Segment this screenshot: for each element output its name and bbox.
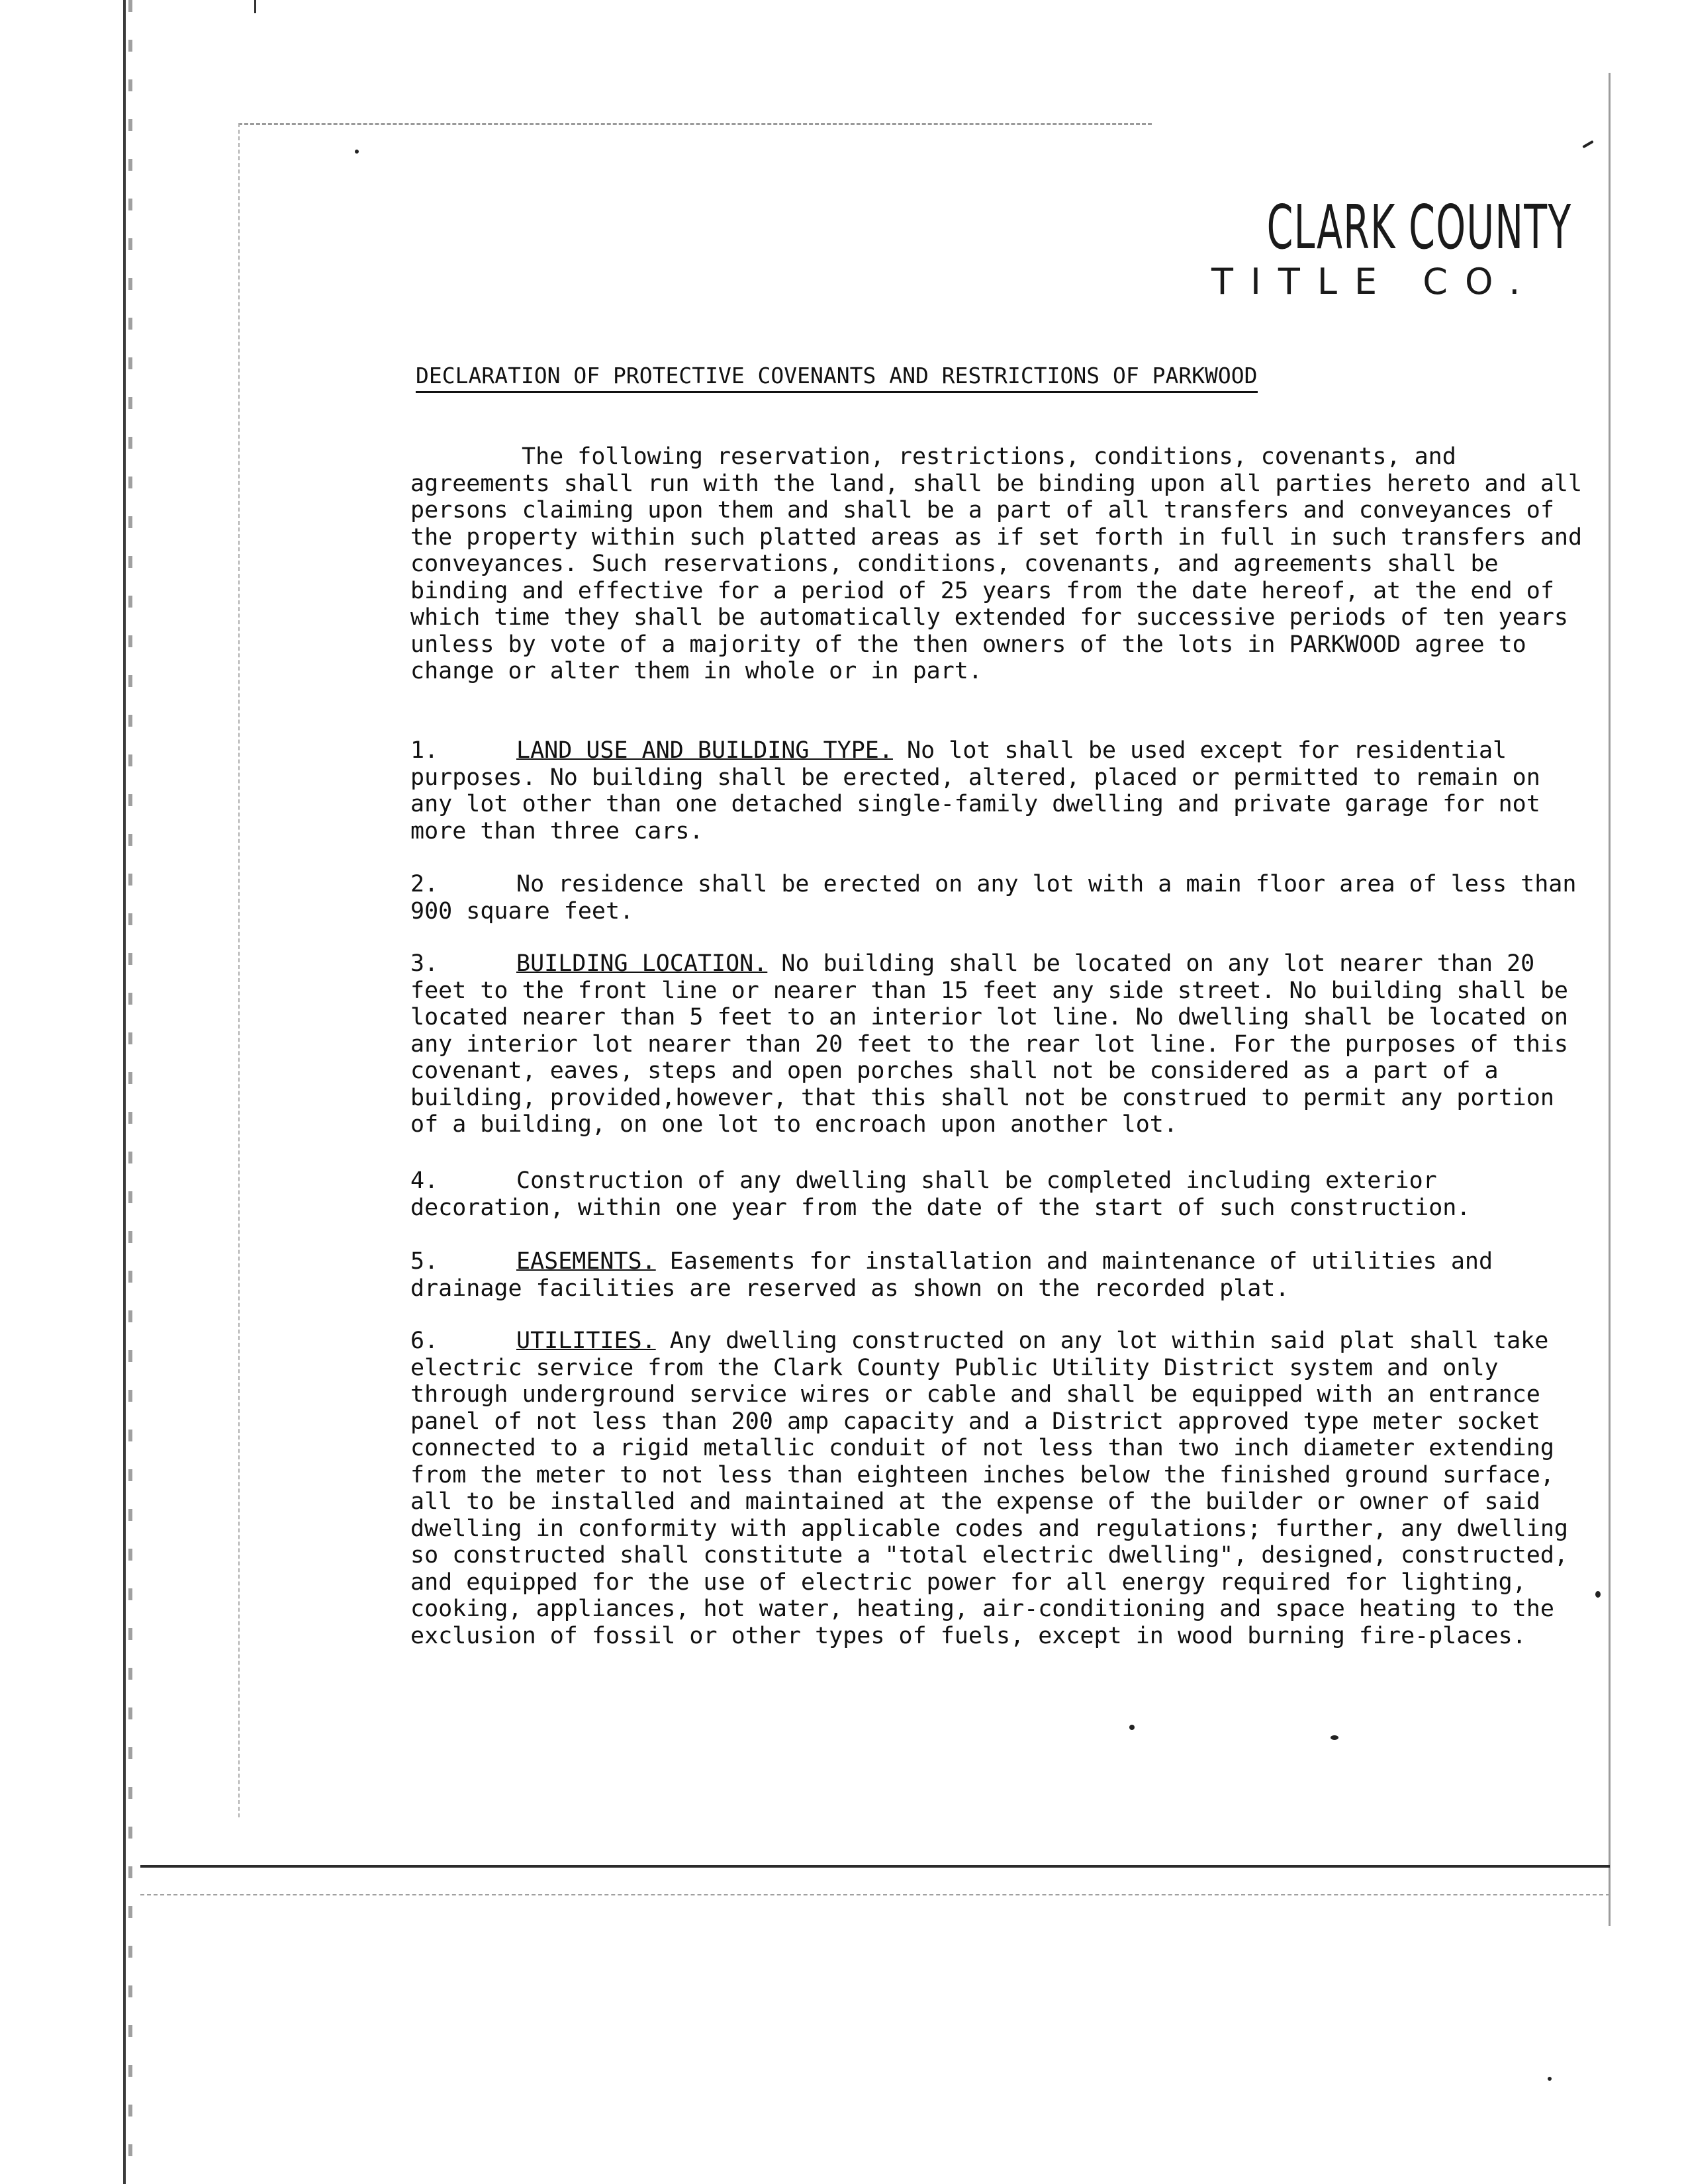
section-2 [410,871,1589,925]
scan-tick-mark [254,0,256,13]
scan-border-left [238,123,240,1817]
section-number: 4. [410,1167,439,1194]
section-number: 2. [410,871,439,897]
logo-company-name: CLARK COUNTY [1266,192,1572,263]
section-text: No building shall be located on any lot nearer than 20 feet to the front line or nearer than 15 feet any side street. No building shall be located nearer than 5 feet to an interior lot line. No dwelling shall be located on any interior lot nearer than 20 feet to the rear lot line. For the purposes of this covenant, eaves, steps and open porches shall not be considered as a part of a building, provided,however, that this shall not be construed to permit any portion of a building, on one lot to encroach upon another lot. [410,950,1583,1138]
section-number: 1. [410,737,439,764]
section-number: 6. [410,1328,439,1354]
company-logo [1211,192,1572,302]
section-5 [410,1248,1589,1302]
section-text: No residence shall be erected on any lot with a main floor area of less than 900 square feet. [410,871,1591,925]
scan-speck [1582,140,1594,148]
section-4 [410,1167,1589,1221]
section-text: Construction of any dwelling shall be completed including exterior decoration, within one year from the date of the start of such construction. [410,1167,1471,1221]
scan-speck [1595,1591,1601,1598]
section-text: Easements for installation and maintenance of utilities and drainage facilities are reserved as shown on the recorded plat. [410,1248,1507,1302]
page-binding-edge [123,0,135,2184]
section-heading: EASEMENTS. [516,1248,656,1275]
document-title: DECLARATION OF PROTECTIVE COVENANTS AND RESTRICTIONS OF PARKWOOD [416,363,1258,393]
intro-paragraph [410,443,1597,685]
section-number: 5. [410,1248,439,1275]
section-text: No lot shall be used except for residential purposes. No building shall be erected, altered, placed or permitted to remain on any lot other than one detached single-family dwelling and private garage for not more than three cars. [410,737,1554,844]
logo-company-suffix: TITLE CO. [1211,261,1538,302]
section-text: Any dwelling constructed on any lot within said plat shall take electric service from the Clark County Public Utility District system and only through underground service wires or cable and shall be equipped with an entrance panel of not less than 200 amp capacity and a District approved type meter socket connected to a rigid metallic conduit of not less than two inch diameter extending from the meter to not less than eighteen inches below the finished ground surface, all to be installed and maintained at the expense of the builder or owner of said dwelling in conformity with applicable codes and regulations; further, any dwelling so constructed shall constitute a "total electric dwelling", designed, constructed, and equipped for the use of electric power for all energy required for lighting, cooking, appliances, hot water, heating, air-conditioning and space heating to the exclusion of fossil or other types of fuels, except in wood burning fire-places. [410,1328,1583,1649]
section-6 [410,1328,1589,1649]
scan-border-bottom-dashed [140,1894,1610,1895]
scan-speck [1331,1735,1338,1740]
scan-border-top [238,123,1152,125]
intro-text: The following reservation, restrictions, conditions, covenants, and agreements shall run with the land, shall be binding upon all parties hereto and all persons claiming upon them and shall be a part of all transfers and conveyances of the property within such platted areas as if set forth in full in such transfers and conveyances. Such reservations, conditions, covenants, and agreements shall be binding and effective for a period of 25 years from the date hereof, at the end of which time they shall be automatically extended for successive periods of ten years unless by vote of a majority of the then owners of the lots in PARKWOOD agree to change or alter them in whole or in part. [410,443,1597,684]
section-heading: LAND USE AND BUILDING TYPE. [516,737,893,764]
section-number: 3. [410,950,439,977]
scan-border-bottom [140,1865,1610,1868]
section-3 [410,950,1589,1138]
scan-speck [1129,1725,1135,1730]
scan-border-right [1609,73,1611,1926]
scan-speck [1548,2077,1552,2081]
scan-speck [355,150,359,154]
section-heading: UTILITIES. [516,1328,656,1354]
section-heading: BUILDING LOCATION. [516,950,768,977]
section-1 [410,737,1589,844]
